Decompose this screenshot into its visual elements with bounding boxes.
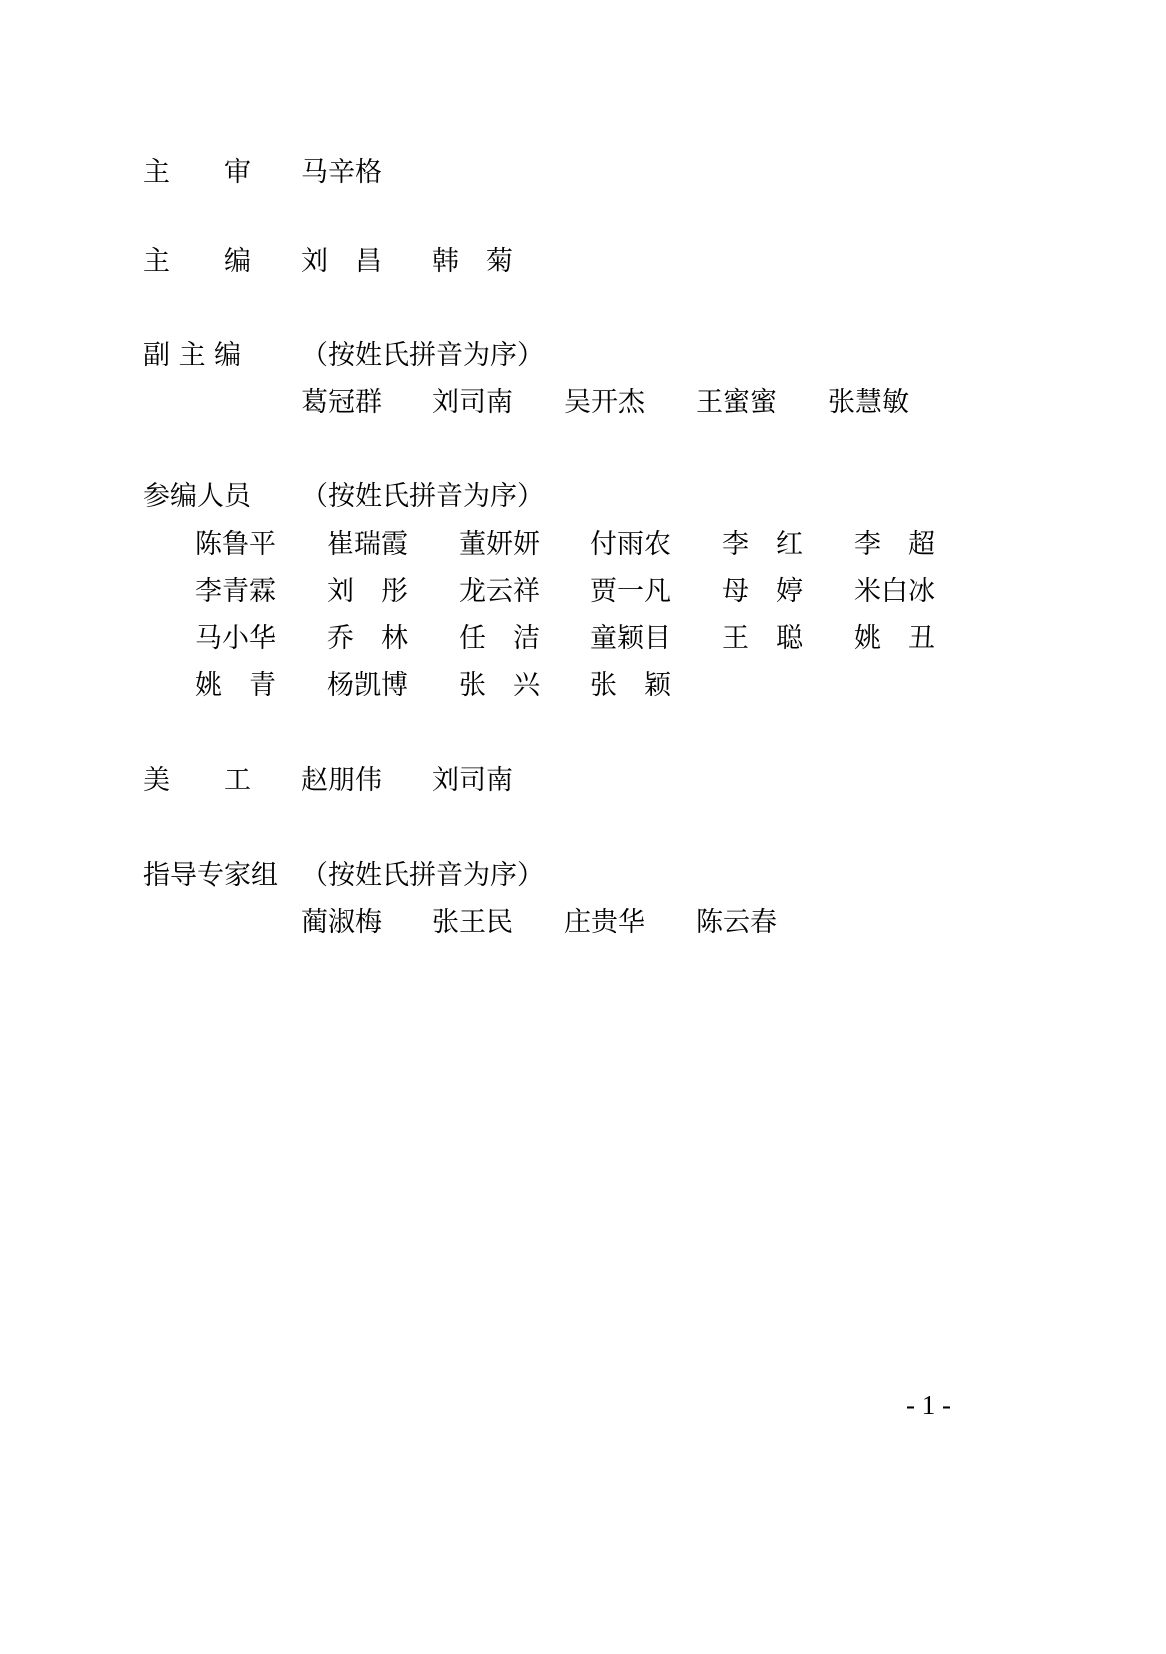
contributors-note: （按姓氏拼音为序） [301,481,544,512]
contributor-name: 董妍妍 [459,529,540,560]
contributor-name: 刘 彤 [327,576,408,607]
deputy-chief-editors-note: （按姓氏拼音为序） [301,340,544,371]
contributor-name: 李 红 [722,529,803,560]
contributor-name: 马小华 [195,623,276,654]
contributor-name: 张 颖 [590,670,671,701]
chief-editor-name: 韩 菊 [432,246,513,277]
contributor-name: 龙云祥 [459,576,540,607]
deputy-chief-editor-name: 葛冠群 [301,387,382,418]
contributor-name: 陈鲁平 [195,529,276,560]
expert-group-label: 指导专家组 [143,860,278,891]
deputy-chief-editors-label: 副 主 编 [143,340,242,371]
deputy-chief-editor-name: 张慧敏 [828,387,909,418]
expert-group-note: （按姓氏拼音为序） [301,860,544,891]
deputy-chief-editor-name: 王蜜蜜 [696,387,777,418]
contributor-name: 李 超 [854,529,935,560]
deputy-chief-editor-name: 刘司南 [432,387,513,418]
expert-name: 庄贵华 [564,907,645,938]
contributor-name: 付雨农 [590,529,671,560]
contributor-name: 张 兴 [459,670,540,701]
page-number: - 1 - [906,1390,951,1420]
expert-name: 张王民 [432,907,513,938]
contributor-name: 童颖目 [590,623,671,654]
expert-name: 陈云春 [696,907,777,938]
contributor-name: 任 洁 [459,623,540,654]
contributor-name: 贾一凡 [590,576,671,607]
expert-name: 蔺淑梅 [301,907,382,938]
chief-editors-label: 主 编 [143,246,251,277]
contributor-name: 乔 林 [327,623,408,654]
contributors-label: 参编人员 [143,481,251,512]
contributor-name: 杨凯博 [327,670,408,701]
contributor-name: 母 婷 [722,576,803,607]
deputy-chief-editor-name: 吴开杰 [564,387,645,418]
contributor-name: 姚 青 [195,670,276,701]
contributor-name: 崔瑞霞 [327,529,408,560]
chief-reviewer-label: 主 审 [143,157,251,188]
chief-reviewer-name: 马辛格 [301,157,382,188]
chief-editor-name: 刘 昌 [301,246,382,277]
contributor-name: 姚 丑 [854,623,935,654]
contributor-name: 米白冰 [854,576,935,607]
artist-name: 刘司南 [432,765,513,796]
artists-label: 美 工 [143,765,251,796]
contributor-name: 王 聪 [722,623,803,654]
artist-name: 赵朋伟 [301,765,382,796]
contributor-name: 李青霖 [195,576,276,607]
